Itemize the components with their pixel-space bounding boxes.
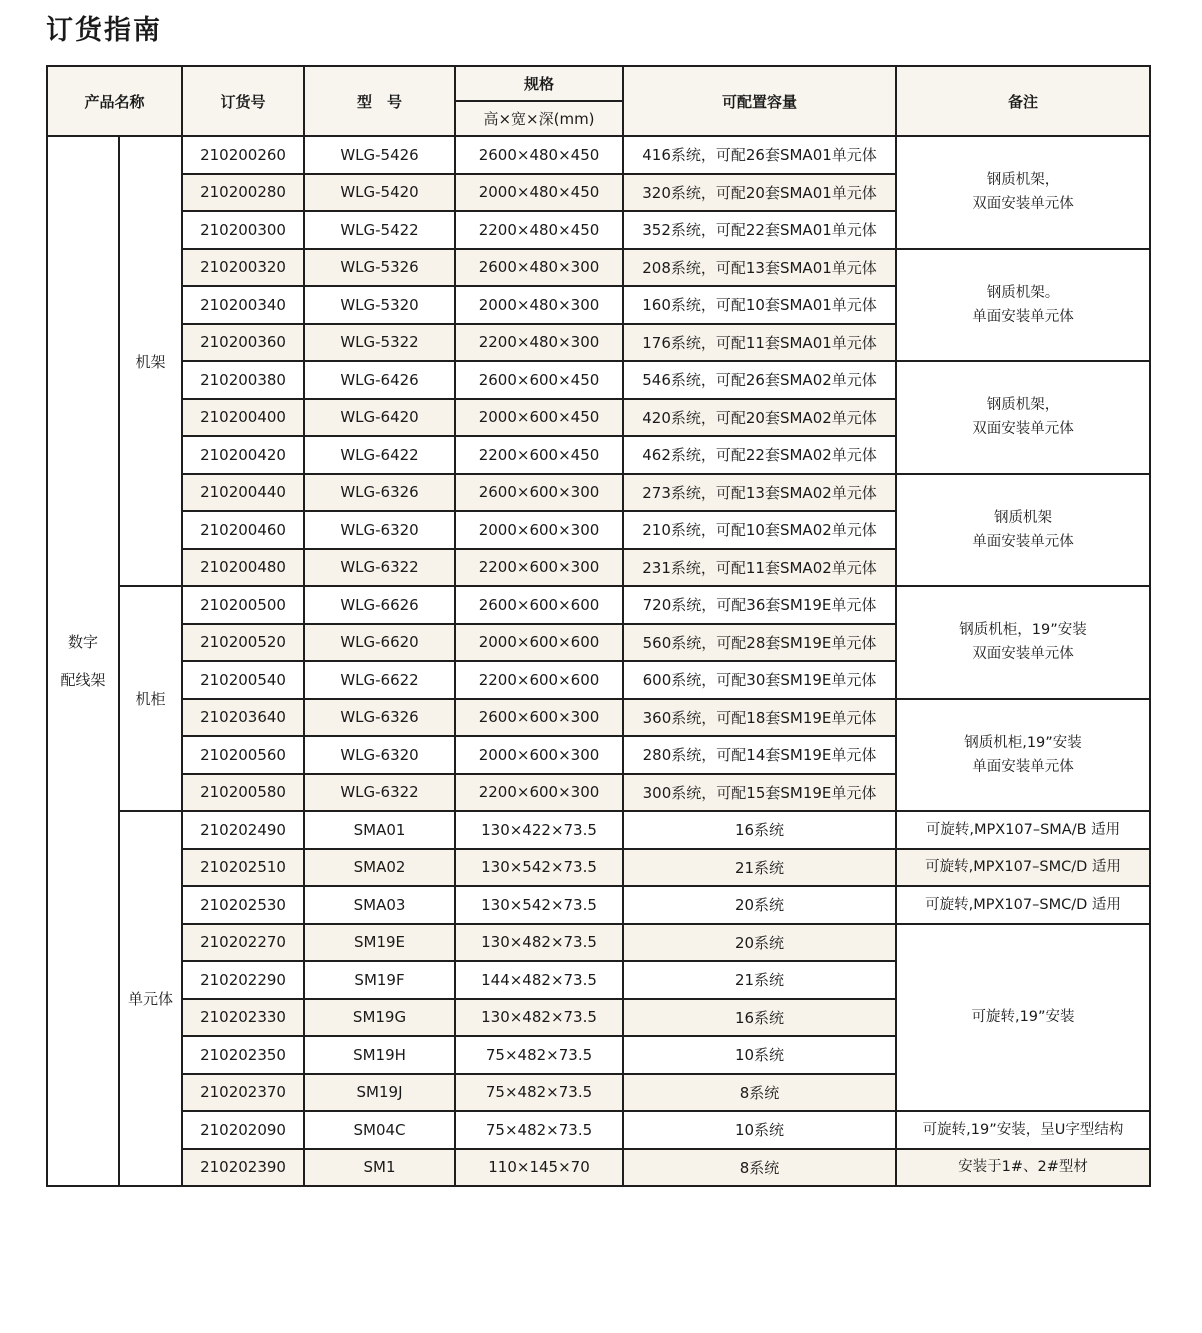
model-cell: WLG-5320: [304, 286, 455, 324]
capacity-cell: 300系统，可配15套SM19E单元体: [623, 774, 896, 812]
model-cell: WLG-6320: [304, 511, 455, 549]
model-cell: SM1: [304, 1149, 455, 1187]
spec-cell: 130×482×73.5: [455, 924, 623, 962]
order-number-cell: 210202330: [182, 999, 304, 1037]
model-cell: WLG-6426: [304, 361, 455, 399]
order-number-cell: 210200420: [182, 436, 304, 474]
order-number-cell: 210202290: [182, 961, 304, 999]
order-number-cell: 210202370: [182, 1074, 304, 1112]
capacity-cell: 10系统: [623, 1111, 896, 1149]
order-number-cell: 210200340: [182, 286, 304, 324]
model-cell: SM19E: [304, 924, 455, 962]
model-cell: SM19F: [304, 961, 455, 999]
spec-cell: 2600×600×450: [455, 361, 623, 399]
ordering-guide-table: [46, 65, 1151, 1187]
model-cell: WLG-6622: [304, 661, 455, 699]
capacity-cell: 176系统，可配11套SMA01单元体: [623, 324, 896, 362]
spec-cell: 2000×480×300: [455, 286, 623, 324]
spec-cell: 75×482×73.5: [455, 1074, 623, 1112]
model-cell: SMA02: [304, 849, 455, 887]
model-cell: SMA01: [304, 811, 455, 849]
spec-cell: 2200×600×450: [455, 436, 623, 474]
remarks-cell: [896, 924, 1150, 1112]
model-cell: WLG-5326: [304, 249, 455, 287]
capacity-cell: 16系统: [623, 999, 896, 1037]
order-number-cell: 210200360: [182, 324, 304, 362]
table-row: [47, 249, 1150, 287]
order-number-cell: 210202090: [182, 1111, 304, 1149]
order-number-cell: 210202530: [182, 886, 304, 924]
spec-cell: 110×145×70: [455, 1149, 623, 1187]
remarks-line: 安装于1#、2#型材: [958, 1159, 1088, 1176]
remarks-cell: [896, 1111, 1150, 1149]
spec-cell: 130×482×73.5: [455, 999, 623, 1037]
remarks-line: 可旋转,MPX107–SMC/D 适用: [925, 896, 1121, 913]
order-number-cell: 210200400: [182, 399, 304, 437]
remarks-line: 单面安装单元体: [972, 533, 1074, 550]
spec-cell: 2000×600×600: [455, 624, 623, 662]
order-number-cell: 210200440: [182, 474, 304, 512]
spec-cell: 2200×600×300: [455, 774, 623, 812]
header-spec: 规格: [455, 66, 623, 101]
spec-cell: 75×482×73.5: [455, 1036, 623, 1074]
model-cell: SMA03: [304, 886, 455, 924]
order-number-cell: 210200320: [182, 249, 304, 287]
spec-cell: 2600×480×450: [455, 136, 623, 174]
order-number-cell: 210200380: [182, 361, 304, 399]
model-cell: WLG-6620: [304, 624, 455, 662]
model-cell: SM19H: [304, 1036, 455, 1074]
capacity-cell: 280系统，可配14套SM19E单元体: [623, 736, 896, 774]
table-row: [47, 136, 1150, 174]
product-name-line: 配线架: [60, 671, 106, 689]
model-cell: WLG-6626: [304, 586, 455, 624]
spec-cell: 2200×600×600: [455, 661, 623, 699]
spec-cell: 2000×600×300: [455, 511, 623, 549]
order-number-cell: 210202510: [182, 849, 304, 887]
spec-cell: 2200×480×450: [455, 211, 623, 249]
model-cell: WLG-5420: [304, 174, 455, 212]
capacity-cell: 20系统: [623, 924, 896, 962]
capacity-cell: 8系统: [623, 1149, 896, 1187]
model-cell: WLG-6422: [304, 436, 455, 474]
order-number-cell: 210200520: [182, 624, 304, 662]
capacity-cell: 16系统: [623, 811, 896, 849]
capacity-cell: 208系统，可配13套SMA01单元体: [623, 249, 896, 287]
remarks-line: 可旋转,MPX107–SMA/B 适用: [925, 821, 1121, 838]
capacity-cell: 20系统: [623, 886, 896, 924]
remarks-line: 单面安装单元体: [972, 308, 1074, 325]
table-row: [47, 1111, 1150, 1149]
order-number-cell: 210202490: [182, 811, 304, 849]
remarks-cell: [896, 699, 1150, 812]
spec-cell: 2200×480×300: [455, 324, 623, 362]
table-row: [47, 1149, 1150, 1187]
remarks-line: 可旋转,19”安装，呈U字型结构: [922, 1121, 1124, 1138]
order-number-cell: 210200540: [182, 661, 304, 699]
spec-cell: 75×482×73.5: [455, 1111, 623, 1149]
table-body: [47, 136, 1150, 1186]
model-cell: WLG-6320: [304, 736, 455, 774]
model-cell: WLG-6326: [304, 474, 455, 512]
capacity-cell: 420系统，可配20套SMA02单元体: [623, 399, 896, 437]
product-name-line: 数字: [67, 633, 98, 651]
remarks-line: 钢质机架: [994, 509, 1053, 526]
capacity-cell: 231系统，可配11套SMA02单元体: [623, 549, 896, 587]
group-cell-unit: 单元体: [119, 811, 182, 1186]
capacity-cell: 416系统，可配26套SMA01单元体: [623, 136, 896, 174]
order-number-cell: 210200260: [182, 136, 304, 174]
spec-cell: 2600×600×300: [455, 699, 623, 737]
capacity-cell: 320系统，可配20套SMA01单元体: [623, 174, 896, 212]
remarks-line: 钢质机架。: [986, 284, 1060, 301]
remarks-cell: [896, 1149, 1150, 1187]
spec-cell: 130×542×73.5: [455, 849, 623, 887]
order-number-cell: 210203640: [182, 699, 304, 737]
order-number-cell: 210202350: [182, 1036, 304, 1074]
group-cell-rack: 机架: [119, 136, 182, 586]
remarks-cell: [896, 361, 1150, 474]
remarks-cell: [896, 586, 1150, 699]
table-row: [47, 924, 1150, 962]
model-cell: WLG-6326: [304, 699, 455, 737]
capacity-cell: 8系统: [623, 1074, 896, 1112]
spec-cell: 2000×600×300: [455, 736, 623, 774]
product-name-cell: [47, 136, 119, 1186]
remarks-cell: [896, 886, 1150, 924]
capacity-cell: 560系统，可配28套SM19E单元体: [623, 624, 896, 662]
spec-cell: 2000×600×450: [455, 399, 623, 437]
table-row: [47, 699, 1150, 737]
table-row: [47, 811, 1150, 849]
remarks-line: 双面安装单元体: [972, 196, 1074, 213]
capacity-cell: 462系统，可配22套SMA02单元体: [623, 436, 896, 474]
capacity-cell: 360系统，可配18套SM19E单元体: [623, 699, 896, 737]
remarks-line: 双面安装单元体: [972, 421, 1074, 438]
page-title: 订货指南: [46, 15, 162, 46]
order-number-cell: 210202390: [182, 1149, 304, 1187]
order-number-cell: 210202270: [182, 924, 304, 962]
order-number-cell: 210200300: [182, 211, 304, 249]
remarks-line: 可旋转,19”安装: [971, 1009, 1075, 1026]
header-spec-unit: 高×宽×深(mm): [455, 101, 623, 136]
model-cell: WLG-6322: [304, 549, 455, 587]
model-cell: WLG-5422: [304, 211, 455, 249]
capacity-cell: 21系统: [623, 849, 896, 887]
remarks-line: 钢质机架，: [986, 397, 1060, 414]
order-number-cell: 210200480: [182, 549, 304, 587]
model-cell: SM19G: [304, 999, 455, 1037]
remarks-line: 双面安装单元体: [972, 646, 1074, 663]
header-remarks: 备注: [896, 66, 1150, 136]
model-cell: WLG-5426: [304, 136, 455, 174]
header-product-name: 产品名称: [47, 66, 182, 136]
header-model: 型 号: [304, 66, 455, 136]
capacity-cell: 160系统，可配10套SMA01单元体: [623, 286, 896, 324]
spec-cell: 144×482×73.5: [455, 961, 623, 999]
table-row: [47, 474, 1150, 512]
remarks-cell: [896, 811, 1150, 849]
remarks-line: 钢质机柜,19”安装: [964, 734, 1082, 751]
model-cell: WLG-6420: [304, 399, 455, 437]
model-cell: WLG-5322: [304, 324, 455, 362]
spec-cell: 130×422×73.5: [455, 811, 623, 849]
remarks-cell: [896, 136, 1150, 249]
spec-cell: 2600×480×300: [455, 249, 623, 287]
capacity-cell: 352系统，可配22套SMA01单元体: [623, 211, 896, 249]
model-cell: SM19J: [304, 1074, 455, 1112]
remarks-line: 钢质机柜，19”安装: [959, 622, 1087, 639]
capacity-cell: 273系统，可配13套SMA02单元体: [623, 474, 896, 512]
order-number-cell: 210200500: [182, 586, 304, 624]
capacity-cell: 210系统，可配10套SMA02单元体: [623, 511, 896, 549]
remarks-line: 可旋转,MPX107–SMC/D 适用: [925, 859, 1121, 876]
spec-cell: 2000×480×450: [455, 174, 623, 212]
remarks-cell: [896, 849, 1150, 887]
order-number-cell: 210200280: [182, 174, 304, 212]
model-cell: WLG-6322: [304, 774, 455, 812]
remarks-line: 钢质机架，: [986, 172, 1060, 189]
order-number-cell: 210200580: [182, 774, 304, 812]
table-row: [47, 361, 1150, 399]
capacity-cell: 21系统: [623, 961, 896, 999]
capacity-cell: 600系统，可配30套SM19E单元体: [623, 661, 896, 699]
spec-cell: 2200×600×300: [455, 549, 623, 587]
group-cell-cabinet: 机柜: [119, 586, 182, 811]
spec-cell: 2600×600×600: [455, 586, 623, 624]
table-row: [47, 849, 1150, 887]
order-number-cell: 210200460: [182, 511, 304, 549]
order-number-cell: 210200560: [182, 736, 304, 774]
spec-cell: 130×542×73.5: [455, 886, 623, 924]
remarks-cell: [896, 474, 1150, 587]
remarks-line: 单面安装单元体: [972, 758, 1074, 775]
header-capacity: 可配置容量: [623, 66, 896, 136]
model-cell: SM04C: [304, 1111, 455, 1149]
table-row: [47, 586, 1150, 624]
capacity-cell: 546系统，可配26套SMA02单元体: [623, 361, 896, 399]
capacity-cell: 720系统，可配36套SM19E单元体: [623, 586, 896, 624]
table-row: [47, 886, 1150, 924]
remarks-cell: [896, 249, 1150, 362]
header-order-no: 订货号: [182, 66, 304, 136]
capacity-cell: 10系统: [623, 1036, 896, 1074]
spec-cell: 2600×600×300: [455, 474, 623, 512]
